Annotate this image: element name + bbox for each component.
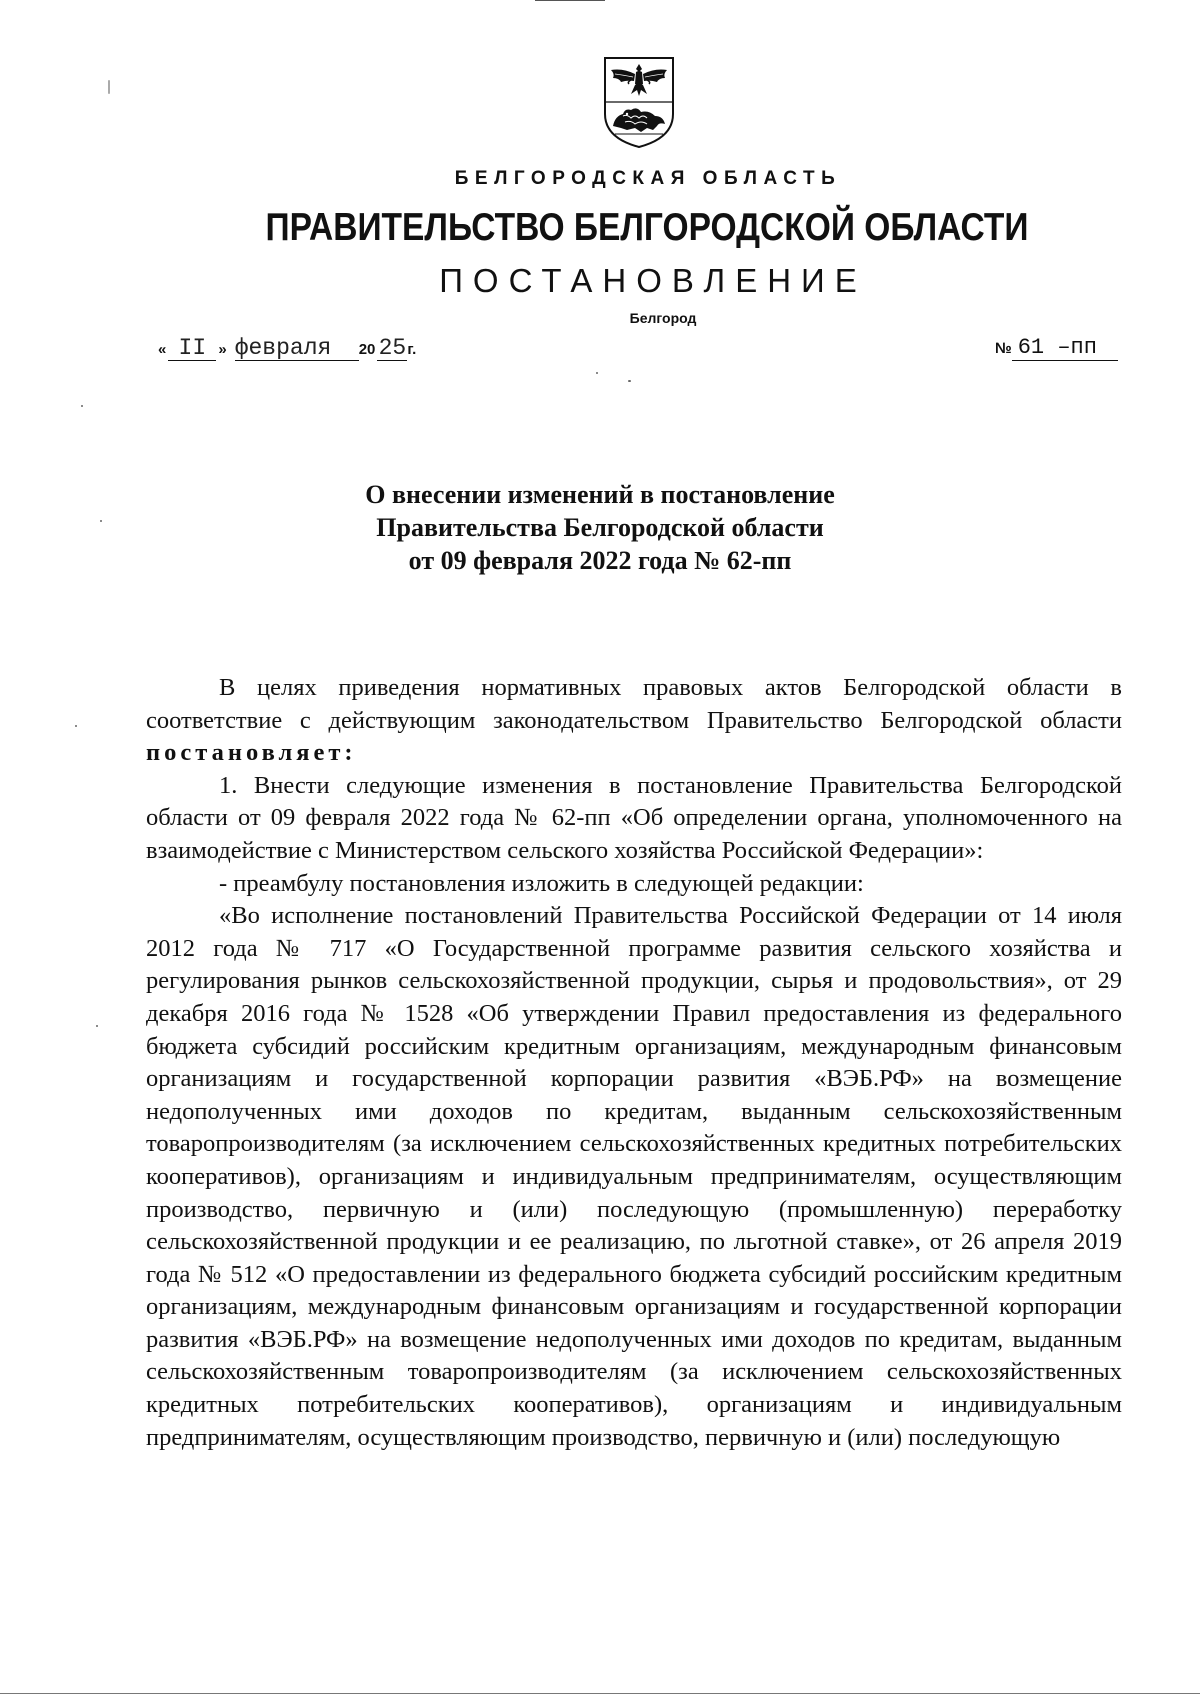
paragraph-text: В целях приведения нормативных правовых актов Белгородской области в соответствие с действующим законодательством Правительство Белгородской области [146, 674, 1122, 734]
scan-speck [96, 1025, 98, 1027]
number-value-field: 61 –пп [1012, 336, 1118, 361]
document-title [0, 478, 1200, 577]
scan-speck [108, 80, 110, 94]
body-paragraph: «Во исполнение постановлений Правительства Российской Федерации от 14 июля 2012 года № 717 «О Государственной программе развития сельского хозяйства и регулирования рынков сельскохозяйственной продукции, сырья и продовольствия», от 29 декабря 2016 года № 1528 «Об утверждении Правил предоставления из федерального бюджета субсидий российским кредитным организациям, международным финансовым организациям и государственной корпорации развития «ВЭБ.РФ» на возмещение недополученных ими доходов по кредитам, выданным сельскохозяйственным товаропроизводителям (за исключением сельскохозяйственных кредитных потребительских кооперативов), организациям и индивидуальным предпринимателям, осуществляющим производство, первичную и (или) последующую (промышленную) переработку сельскохозяйственной продукции и ее реализацию, по льготной ставке», от 26 апреля 2019 года № 512 «О предоставлении из федерального бюджета субсидий российским кредитным организациям, международным финансовым организациям и государственной корпорации развития «ВЭБ.РФ» на возмещение недополученных ими доходов по кредитам, выданным сельскохозяйственным товаропроизводителям (за исключением сельскохозяйственных кредитных потребительских кооперативов), организациям и индивидуальным предпринимателям, осуществляющим производство, первичную и (или) последующую [146, 902, 1122, 1451]
date-year-field: 25 [378, 335, 407, 361]
date-open-quote: « [158, 341, 167, 358]
document-date [158, 336, 416, 361]
body-paragraph [146, 672, 1122, 770]
scan-speck [75, 725, 77, 727]
document-body [146, 672, 1122, 1454]
date-day-field: II [168, 336, 216, 361]
resolution-keyword: постановляет: [146, 739, 357, 767]
scan-speck [81, 405, 83, 407]
scan-speck [628, 380, 631, 382]
scan-artifact-line [535, 0, 605, 1]
date-month-field: февраля [235, 336, 359, 361]
date-year-suffix: г. [407, 341, 417, 358]
title-line: от 09 февраля 2022 года № 62-пп [408, 546, 792, 575]
document-number [995, 336, 1118, 361]
scan-speck [596, 372, 598, 374]
date-close-quote: » [218, 341, 227, 358]
body-paragraph: - преамбулу постановления изложить в следующей редакции: [219, 869, 864, 897]
title-line: О внесении изменений в постановление [365, 480, 835, 509]
date-century: 20 [358, 341, 376, 358]
body-paragraph: 1. Внести следующие изменения в постановление Правительства Белгородской области от 09 февраля 2022 года № 62-пп «Об определении органа, уполномоченного на взаимодействие с Министерством сельского хозяйства Российской Федерации»: [146, 771, 1122, 864]
city-name: Белгород [629, 310, 697, 326]
government-name: ПРАВИТЕЛЬСТВО БЕЛГОРОДСКОЙ ОБЛАСТИ [265, 206, 1029, 249]
number-sign: № [995, 340, 1012, 357]
document-type: ПОСТАНОВЛЕНИЕ [439, 262, 867, 299]
coat-of-arms-emblem [601, 54, 677, 150]
region-name: БЕЛГОРОДСКАЯ ОБЛАСТЬ [454, 168, 842, 189]
scan-artifact-line [0, 1693, 1200, 1694]
title-line: Правительства Белгородской области [376, 513, 824, 542]
